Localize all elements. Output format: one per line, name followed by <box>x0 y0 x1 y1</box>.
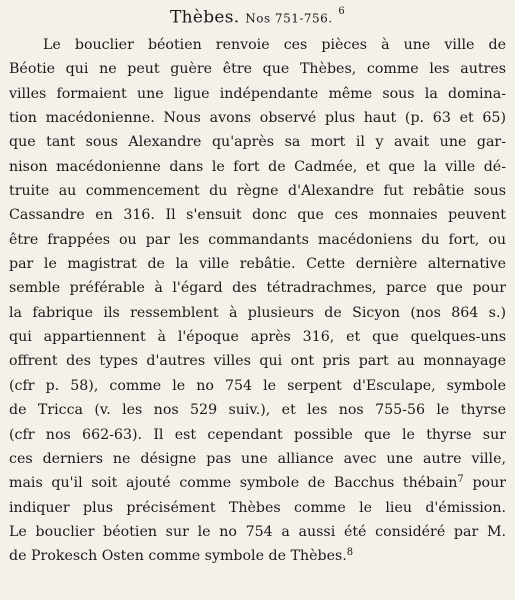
heading-numbers: Nos 751-756. <box>245 11 333 26</box>
text-line: la fabrique ils ressemblent à plusieurs de Sicyon (nos 864 s.) <box>9 304 506 321</box>
text-line: (cfr nos 662-63). Il est cependant possible que le thyrse sur <box>9 426 506 443</box>
text-line: offrent des types d'autres villes qui ont pris part au monnayage <box>9 353 506 370</box>
text-line: tion macédonienne. Nous avons observé plus haut (p. 63 et 65) <box>9 110 506 127</box>
text-line: qui appartiennent à l'époque après 316, et que quelques-uns <box>9 329 506 346</box>
text-line: semble préférable à l'égard des tétradrachmes, parce que pour <box>9 280 506 297</box>
text-line: indiquer plus précisément Thèbes comme le lieu d'émission. <box>9 499 506 516</box>
text-line: Cassandre en 316. Il s'ensuit donc que ces monnaies peuvent <box>9 207 506 224</box>
line-text: de Prokesch Osten comme symbole de Thèbes. <box>9 548 347 565</box>
text-line: truite au commencement du règne d'Alexandre fut rebâtie sous <box>9 183 506 200</box>
text-line: (cfr p. 58), comme le no 754 le serpent d'Esculape, symbole <box>9 377 506 394</box>
text-line: Béotie qui ne peut guère être que Thèbes, comme les autres <box>9 61 506 78</box>
line-text: mais qu'il soit ajouté comme symbole de Bacchus thébain <box>9 475 458 492</box>
text-line: Le bouclier béotien sur le no 754 a aussi été considéré par M. <box>9 523 506 540</box>
text-line-with-footnote <box>9 544 506 568</box>
text-line: villes formaient une ligue indépendante même sous la domina- <box>9 85 506 102</box>
text-line: être frappées ou par les commandants macédoniens du fort, ou <box>9 231 506 248</box>
footnote-mark: 7 <box>457 474 464 486</box>
text-line-with-footnote <box>9 471 506 495</box>
text-line: Le bouclier béotien renvoie ces pièces à une ville de <box>43 37 506 53</box>
footnote-mark: 8 <box>346 547 354 559</box>
heading-footnote-mark: 6 <box>338 6 345 17</box>
page-heading <box>0 4 515 29</box>
body-paragraph <box>9 33 506 569</box>
line-tail: pour <box>472 475 506 492</box>
text-line: ces derniers ne désigne pas une alliance avec une autre ville, <box>9 450 506 467</box>
text-line: par le magistrat de la ville rebâtie. Cette dernière alternative <box>9 256 506 273</box>
text-line: de Tricca (v. les nos 529 suiv.), et les nos 755-56 le thyrse <box>9 402 506 419</box>
text-line: que tant sous Alexandre qu'après sa mort il y avait une gar- <box>9 134 506 151</box>
text-line: nison macédonienne dans le fort de Cadmée, et que la ville dé- <box>9 158 506 175</box>
heading-title: Thèbes. <box>169 7 240 28</box>
